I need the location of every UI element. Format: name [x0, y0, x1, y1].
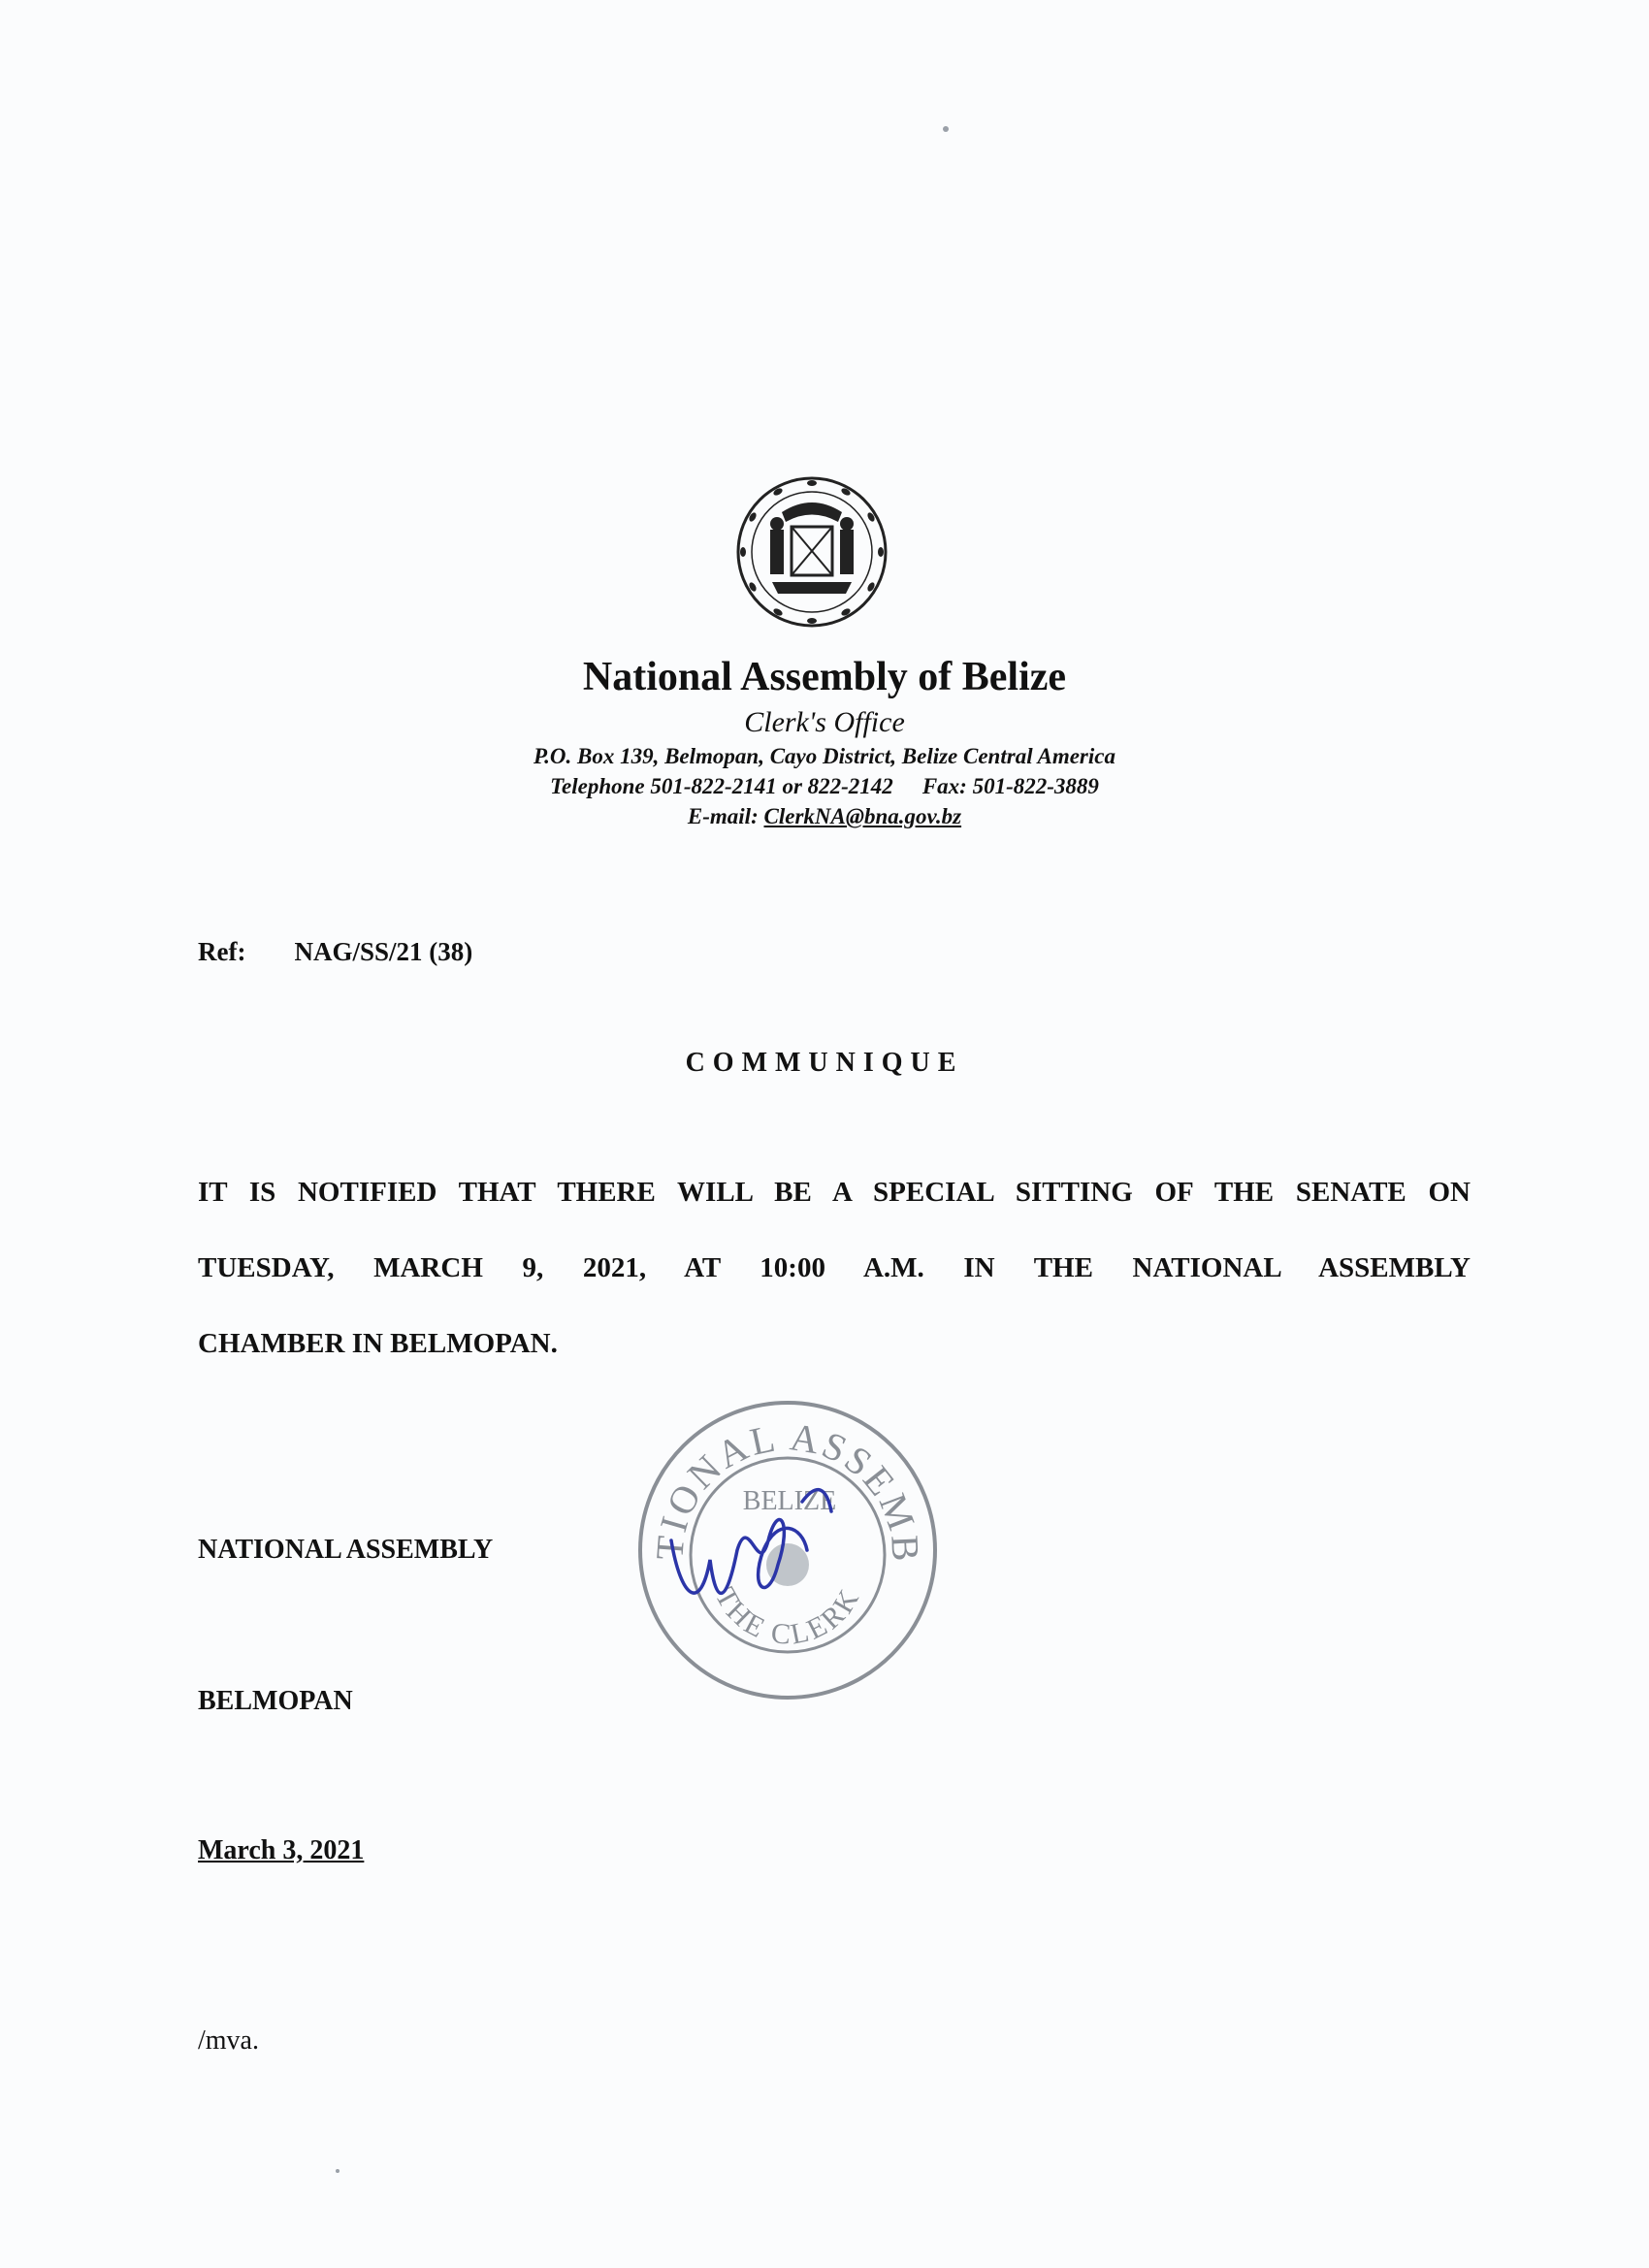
scan-speck	[336, 2169, 340, 2173]
notice-line-2: TUESDAY, MARCH 9, 2021, AT 10:00 A.M. IN THE NATIONAL ASSEMBLY	[198, 1252, 1471, 1283]
official-stamp	[632, 1395, 943, 1705]
svg-text:NATIONAL ASSEMBLY: TIONAL ASSEMB	[647, 1414, 928, 1566]
contact-numbers	[291, 771, 1358, 801]
svg-text:BELIZE: BELIZE	[742, 1486, 837, 1516]
organization-title: National Assembly of Belize	[582, 655, 1067, 699]
telephone-numbers: Telephone 501-822-2141 or 822-2142	[550, 774, 893, 798]
office-name: Clerk's Office	[744, 706, 905, 738]
document-date: March 3, 2021	[198, 1835, 365, 1865]
letterhead	[291, 650, 1358, 831]
notice-line-3: CHAMBER IN BELMOPAN.	[198, 1328, 558, 1359]
signatory-location: BELMOPAN	[198, 1686, 353, 1716]
email-link[interactable]: ClerkNA@bna.gov.bz	[763, 804, 962, 828]
signatory-organization: NATIONAL ASSEMBLY	[198, 1535, 494, 1565]
notice-body	[198, 1154, 1471, 1381]
email-line	[291, 801, 1358, 831]
reference-line	[198, 937, 472, 967]
typist-initials: /mva.	[198, 2025, 259, 2056]
reference-label: Ref:	[198, 937, 246, 966]
postal-address: P.O. Box 139, Belmopan, Cayo District, Belize Central America	[534, 744, 1116, 768]
coat-of-arms-icon	[733, 473, 890, 631]
communique-heading: COMMUNIQUE	[685, 1048, 964, 1078]
fax-number: Fax: 501-822-3889	[922, 774, 1099, 798]
email-label: E-mail:	[687, 804, 759, 828]
notice-line-1: IT IS NOTIFIED THAT THERE WILL BE A SPECIAL SITTING OF THE SENATE ON	[198, 1177, 1471, 1208]
reference-number: NAG/SS/21 (38)	[294, 937, 473, 966]
scan-speck	[943, 126, 949, 132]
svg-text:THE CLERK: THE CLERK	[708, 1581, 867, 1651]
